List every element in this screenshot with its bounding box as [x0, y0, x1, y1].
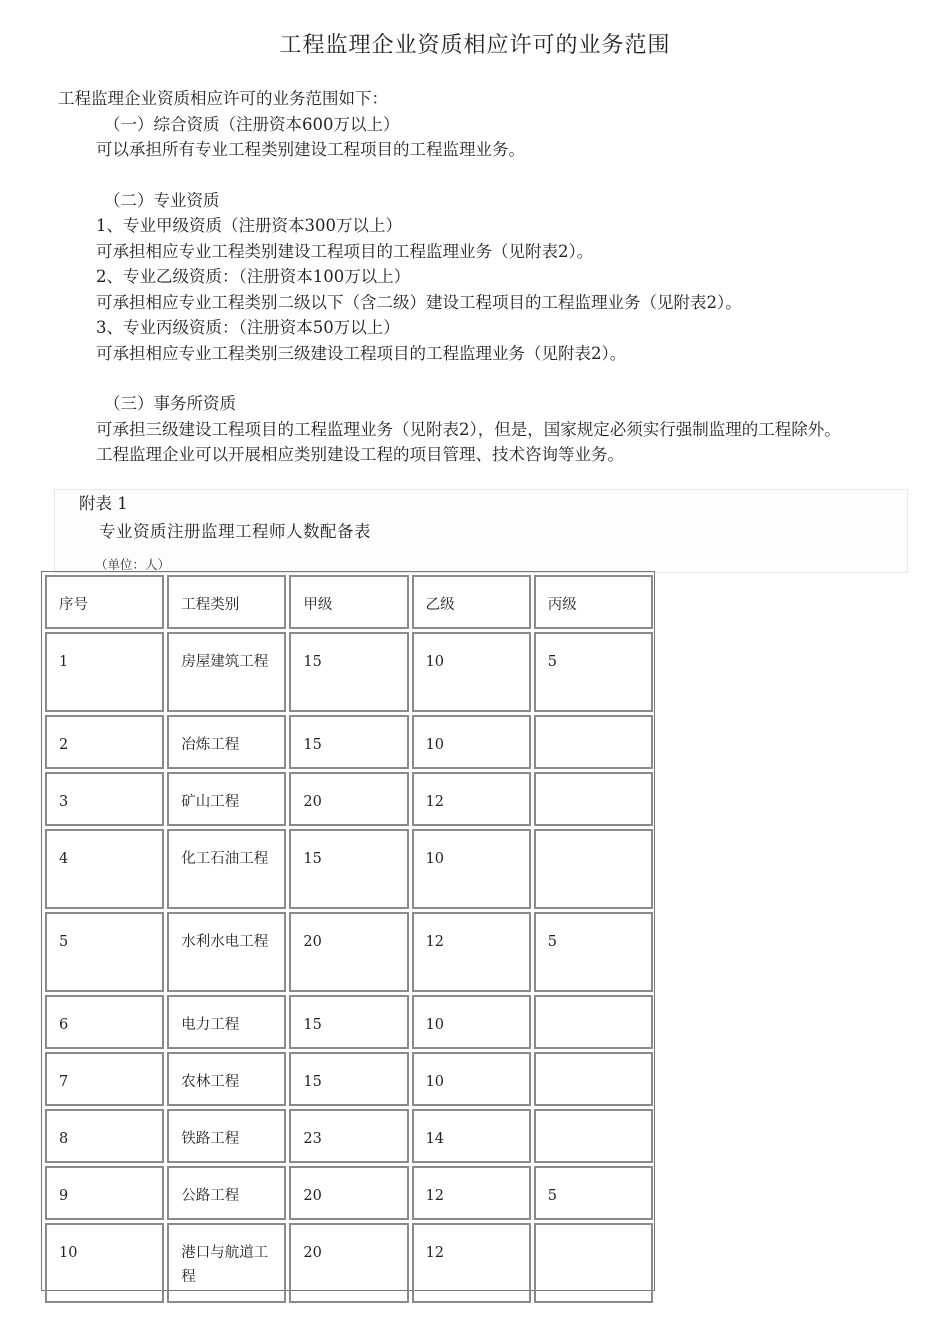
table-cell: 14: [412, 1109, 531, 1163]
table-cell: 农林工程: [167, 1052, 286, 1106]
table-cell: [534, 715, 653, 769]
table-cell: 5: [534, 912, 653, 992]
firm-text: 可承担三级建设工程项目的工程监理业务（见附表2），但是，国家规定必须实行强制监理的工程除外。: [96, 419, 841, 439]
extra-text: 工程监理企业可以开展相应类别建设工程的项目管理、技术咨询等业务。: [96, 445, 624, 464]
table-cell: 电力工程: [167, 995, 286, 1049]
table-row: [45, 772, 653, 826]
table-cell: 2: [45, 715, 164, 769]
table-cell: 12: [412, 1223, 531, 1303]
table-cell: 10: [412, 632, 531, 712]
header-cell: 甲级: [289, 575, 408, 629]
grade-b-heading: 2、专业乙级资质：（注册资本100万以上）: [96, 267, 411, 286]
table-cell: 15: [289, 1052, 408, 1106]
staff-table-frame: [41, 571, 655, 1291]
table-cell: 8: [45, 1109, 164, 1163]
table-title: 专业资质注册监理工程师人数配备表: [99, 522, 371, 541]
table-cell: 15: [289, 715, 408, 769]
table-cell: 20: [289, 1166, 408, 1220]
table-cell: 12: [412, 772, 531, 826]
table-cell: 10: [412, 1052, 531, 1106]
table-header-row: [45, 575, 653, 629]
header-cell: 序号: [45, 575, 164, 629]
intro-text: 工程监理企业资质相应许可的业务范围如下：: [58, 89, 388, 108]
table-cell: [534, 772, 653, 826]
table-cell: 铁路工程: [167, 1109, 286, 1163]
table-cell: 10: [412, 995, 531, 1049]
table-cell: 港口与航道工程: [167, 1223, 286, 1303]
table-cell: 23: [289, 1109, 408, 1163]
grade-a-text: 可承担相应专业工程类别建设工程项目的工程监理业务（见附表2）。: [96, 241, 594, 261]
table-cell: 7: [45, 1052, 164, 1106]
table-cell: 3: [45, 772, 164, 826]
comprehensive-heading: （一）综合资质（注册资本600万以上）: [104, 114, 400, 134]
table-cell: 15: [289, 632, 408, 712]
grade-b-text: 可承担相应专业工程类别二级以下（含二级）建设工程项目的工程监理业务（见附表2）。: [96, 292, 742, 312]
table-cell: 冶炼工程: [167, 715, 286, 769]
firm-heading: （三）事务所资质: [104, 394, 236, 413]
table-row: [45, 715, 653, 769]
table-cell: 房屋建筑工程: [167, 632, 286, 712]
staff-table: [42, 572, 656, 1306]
table-cell: 公路工程: [167, 1166, 286, 1220]
table-cell: [534, 1052, 653, 1106]
unit-note: （单位：人）: [95, 557, 171, 572]
table-cell: 水利水电工程: [167, 912, 286, 992]
table-cell: 15: [289, 829, 408, 909]
header-cell: 丙级: [534, 575, 653, 629]
table-cell: 10: [45, 1223, 164, 1303]
table-cell: 12: [412, 1166, 531, 1220]
header-cell: 乙级: [412, 575, 531, 629]
grade-c-heading: 3、专业丙级资质：（注册资本50万以上）: [96, 318, 400, 337]
table-cell: 5: [534, 632, 653, 712]
table-cell: [534, 1109, 653, 1163]
table-cell: 1: [45, 632, 164, 712]
header-cell: 工程类别: [167, 575, 286, 629]
table-row: [45, 1223, 653, 1303]
comprehensive-text: 可以承担所有专业工程类别建设工程项目的工程监理业务。: [96, 140, 525, 159]
table-row: [45, 1109, 653, 1163]
page-title: 工程监理企业资质相应许可的业务范围: [279, 33, 671, 58]
table-cell: 12: [412, 912, 531, 992]
table-row: [45, 829, 653, 909]
table-cell: 20: [289, 1223, 408, 1303]
table-cell: [534, 829, 653, 909]
table-cell: 6: [45, 995, 164, 1049]
table-cell: 4: [45, 829, 164, 909]
table-row: [45, 995, 653, 1049]
table-cell: [534, 1223, 653, 1303]
table-row: [45, 1052, 653, 1106]
table-cell: 10: [412, 829, 531, 909]
table-cell: 15: [289, 995, 408, 1049]
appendix-header: [54, 489, 908, 573]
grade-a-heading: 1、专业甲级资质（注册资本300万以上）: [96, 216, 402, 235]
table-cell: 9: [45, 1166, 164, 1220]
table-cell: 5: [534, 1166, 653, 1220]
table-cell: 20: [289, 912, 408, 992]
table-row: [45, 912, 653, 992]
table-cell: 5: [45, 912, 164, 992]
table-cell: 化工石油工程: [167, 829, 286, 909]
table-cell: 20: [289, 772, 408, 826]
table-row: [45, 1166, 653, 1220]
professional-heading: （二）专业资质: [104, 190, 220, 210]
grade-c-text: 可承担相应专业工程类别三级建设工程项目的工程监理业务（见附表2）。: [96, 343, 627, 363]
table-cell: 10: [412, 715, 531, 769]
appendix-label: 附表 1: [79, 494, 128, 513]
body-text: [58, 86, 910, 468]
table-cell: [534, 995, 653, 1049]
table-row: [45, 632, 653, 712]
table-cell: 矿山工程: [167, 772, 286, 826]
